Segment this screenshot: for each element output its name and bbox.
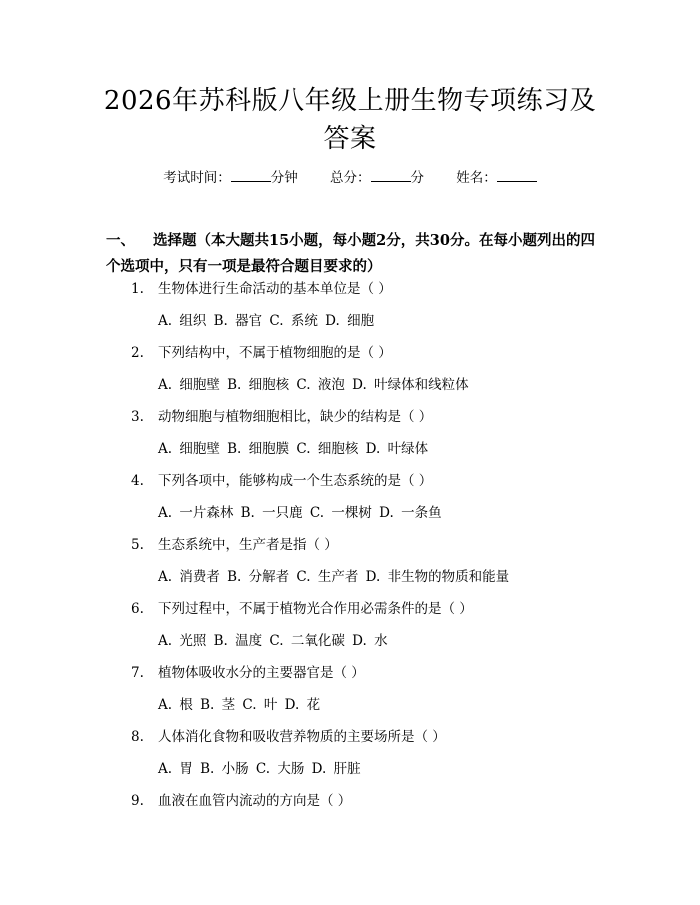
question-stem [131, 279, 392, 299]
total-score-unit: 分 [410, 170, 424, 186]
question-text: 生态系统中，生产者是指（ ） [158, 537, 338, 553]
question-stem [131, 343, 392, 363]
question-stem [131, 471, 432, 491]
question-item [0, 407, 700, 471]
question-text: 植物体吸收水分的主要器官是（ ） [158, 665, 365, 681]
student-name-field [456, 168, 537, 188]
question-item [0, 663, 700, 727]
exam-time-field [163, 168, 298, 188]
question-item [0, 343, 700, 407]
question-options: A. 细胞壁 B. 细胞膜 C. 细胞核 D. 叶绿体 [158, 441, 429, 457]
question-number: 1. [131, 281, 144, 297]
page-title: 2026年苏科版八年级上册生物专项练习及答案 [103, 86, 597, 154]
question-options: A. 光照 B. 温度 C. 二氧化碳 D. 水 [158, 633, 388, 649]
question-number: 2. [131, 345, 144, 361]
question-stem [131, 535, 338, 555]
question-item [0, 471, 700, 535]
question-list [0, 279, 700, 855]
exam-time-blank [231, 169, 271, 182]
question-text: 血液在血管内流动的方向是（ ） [158, 793, 352, 809]
question-options: A. 胃 B. 小肠 C. 大肠 D. 肝脏 [158, 761, 361, 777]
student-name-blank [497, 169, 537, 182]
question-number: 7. [131, 665, 144, 681]
question-item [0, 791, 700, 855]
exam-time-label: 考试时间： [163, 170, 231, 186]
section-text: 选择题（本大题共15小题，每小题2分，共30分。在每小题列出的四个选项中，只有一项是最符合题目要求的） [106, 232, 595, 275]
question-options: A. 根 B. 茎 C. 叶 D. 花 [158, 697, 321, 713]
question-text: 下列过程中，不属于植物光合作用必需条件的是（ ） [158, 601, 473, 617]
question-stem [131, 599, 473, 619]
question-text: 生物体进行生命活动的基本单位是（ ） [158, 281, 392, 297]
question-stem [131, 663, 365, 683]
question-stem [131, 407, 432, 427]
total-score-field [330, 168, 424, 188]
question-number: 3. [131, 409, 144, 425]
question-stem [131, 727, 446, 747]
question-item [0, 727, 700, 791]
student-name-label: 姓名： [456, 170, 497, 186]
question-item [0, 599, 700, 663]
section-number: 一、 [106, 232, 135, 249]
exam-info [0, 168, 700, 188]
question-stem [131, 791, 351, 811]
question-text: 下列各项中，能够构成一个生态系统的是（ ） [158, 473, 433, 489]
question-item [0, 535, 700, 599]
total-score-label: 总分： [330, 170, 371, 186]
question-options: A. 一片森林 B. 一只鹿 C. 一棵树 D. 一条鱼 [158, 505, 442, 521]
question-number: 8. [131, 729, 144, 745]
question-text: 人体消化食物和吸收营养物质的主要场所是（ ） [158, 729, 446, 745]
section-heading [106, 228, 601, 280]
question-number: 4. [131, 473, 144, 489]
question-options: A. 细胞壁 B. 细胞核 C. 液泡 D. 叶绿体和线粒体 [158, 377, 469, 393]
total-score-blank [371, 169, 411, 182]
question-number: 9. [131, 793, 144, 809]
question-number: 6. [131, 601, 144, 617]
question-text: 动物细胞与植物细胞相比，缺少的结构是（ ） [158, 409, 433, 425]
question-item [0, 279, 700, 343]
question-options: A. 消费者 B. 分解者 C. 生产者 D. 非生物的物质和能量 [158, 569, 510, 585]
question-number: 5. [131, 537, 144, 553]
exam-time-unit: 分钟 [270, 170, 298, 186]
question-text: 下列结构中，不属于植物细胞的是（ ） [158, 345, 392, 361]
question-options: A. 组织 B. 器官 C. 系统 D. 细胞 [158, 313, 375, 329]
